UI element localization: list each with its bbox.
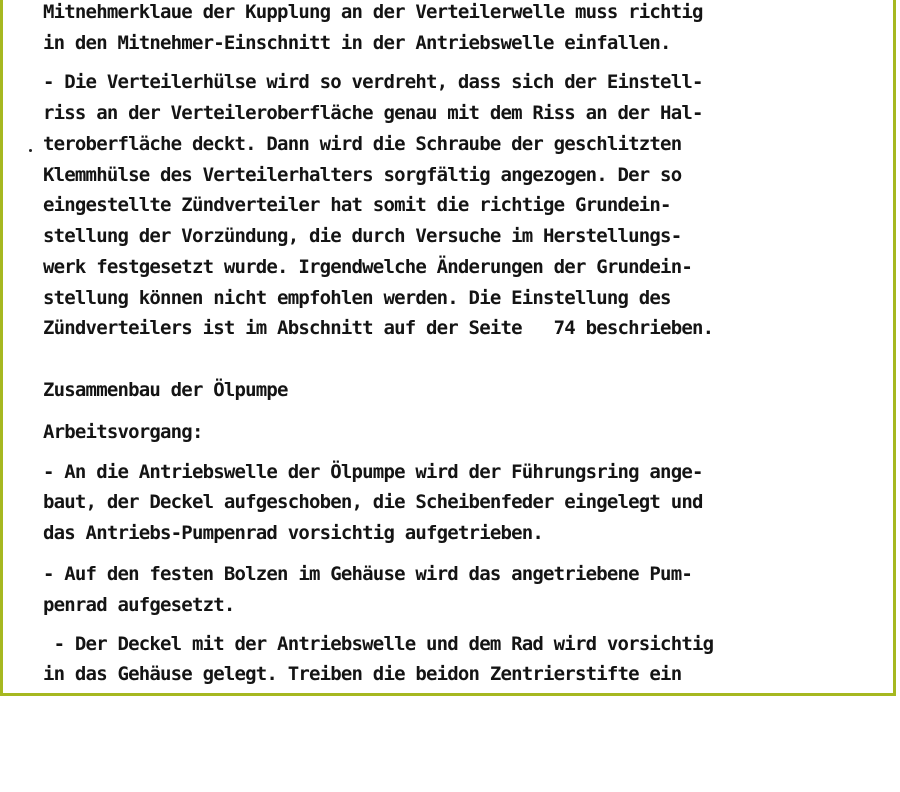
text-line: riss an der Verteileroberfläche genau mit dem Riss an der Hal-: [43, 102, 703, 124]
text-line: - Der Deckel mit der Antriebswelle und dem Rad wird vorsichtig: [43, 633, 714, 655]
text-line: werk festgesetzt wurde. Irgendwelche Änderungen der Grundein-: [43, 256, 692, 278]
section-heading: Zusammenbau der Ölpumpe: [43, 379, 288, 401]
text-line: in den Mitnehmer-Einschnitt in der Antriebswelle einfallen.: [43, 32, 671, 54]
subheading: Arbeitsvorgang:: [43, 421, 203, 443]
text-line: das Antriebs-Pumpenrad vorsichtig aufgetrieben.: [43, 522, 544, 544]
text-line: - An die Antriebswelle der Ölpumpe wird der Führungsring ange-: [43, 461, 703, 483]
text-line: - Auf den festen Bolzen im Gehäuse wird das angetriebene Pum-: [43, 563, 692, 585]
text-line: stellung können nicht empfohlen werden. Die Einstellung des: [43, 287, 671, 309]
text-line: Mitnehmerklaue der Kupplung an der Verteilerwelle muss richtig: [43, 1, 703, 23]
text-line: Klemmhülse des Verteilerhalters sorgfältig angezogen. Der so: [43, 164, 682, 186]
text-line: teroberfläche deckt. Dann wird die Schraube der geschlitzten: [43, 133, 682, 155]
text-line: eingestellte Zündverteiler hat somit die richtige Grundein-: [43, 194, 671, 216]
text-line: in das Gehäuse gelegt. Treiben die beidon Zentrierstifte ein: [43, 663, 682, 685]
text-line: Zündverteilers ist im Abschnitt auf der Seite 74 beschrieben.: [43, 317, 714, 339]
text-line: baut, der Deckel aufgeschoben, die Scheibenfeder eingelegt und: [43, 491, 703, 513]
text-line: stellung der Vorzündung, die durch Versuche im Herstellungs-: [43, 225, 682, 247]
text-line: - Die Verteilerhülse wird so verdreht, dass sich der Einstell-: [43, 71, 703, 93]
text-line: penrad aufgesetzt.: [43, 594, 235, 616]
scan-speck: [29, 149, 32, 152]
